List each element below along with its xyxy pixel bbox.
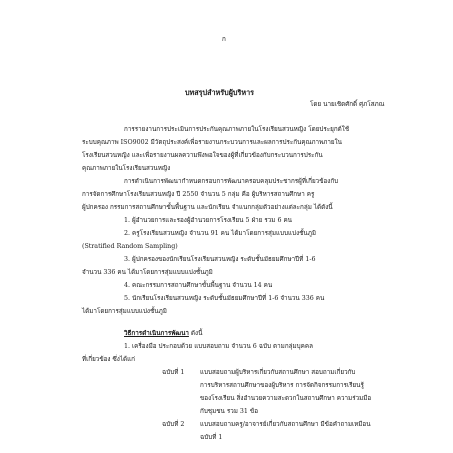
issue-1-label: ฉบับที่ 1 [162,369,185,376]
tools-line-2: ที่เกี่ยวข้อง ซึ่งได้แก่ [82,356,135,363]
intro-line-1: การรายงานการประเมินการประกันคุณภาพภายในโรงเรียนสวนหญิง โดยประยุกต์ใช้ [124,126,350,133]
method-heading: วิธีการดำเนินการพัฒนา [124,330,189,337]
issue-2-line-2: ฉบับที่ 1 [200,434,223,441]
tools-line-1: 1. เครื่องมือ ประกอบด้วย แบบสอบถาม จำนวน 6 ฉบับ ตามกลุ่มบุคคล [124,343,313,350]
intro-line-2: ระบบคุณภาพ ISO9002 มีวัตถุประสงค์เพื่อรายงานกระบวนการและผลการประกันคุณภาพภายใน [82,139,342,146]
sample-3-line-2: จำนวน 336 คน ได้มาโดยการสุ่มแบบแบ่งชั้นภูมิ [82,269,213,276]
issue-2-label: ฉบับที่ 2 [162,421,185,428]
sample-4: 4. คณะกรรมการสถานศึกษาขั้นพื้นฐาน จำนวน 14 คน [124,282,273,289]
issue-1-line-4: กับชุมชน รวม 31 ข้อ [200,408,258,415]
sample-intro-line-1: การดำเนินการพัฒนากำหนดกรอบการพัฒนาครอบคลุมประชากรผู้ที่เกี่ยวข้องกับ [124,178,339,185]
intro-line-4: คุณภาพภายในโรงเรียนสวนหญิง [82,165,171,172]
sample-2-note: (Stratified Random Sampling) [82,243,178,250]
issue-1-line-2: การบริหารสถานศึกษาของผู้บริหาร การจัดกิจกรรมการเรียนรู้ [200,382,364,389]
issue-1-line-3: ของโรงเรียน สิ่งอำนวยความสะดวกในสถานศึกษา ความร่วมมือ [200,395,372,402]
sample-5-line-2: ได้มาโดยการสุ่มแบบแบ่งชั้นภูมิ [82,308,167,315]
page-letter: ก [222,36,226,43]
sample-2: 2. ครูโรงเรียนสวนหญิง จำนวน 91 คน ได้มาโดยการสุ่มแบบแบ่งชั้นภูมิ [124,230,317,237]
document-title: บทสรุปสำหรับผู้บริหาร [185,88,254,97]
sample-intro-line-2: การจัดการศึกษาโรงเรียนสวนหญิง ปี 2550 จำนวน 5 กลุ่ม คือ ผู้บริหารสถานศึกษา ครู [82,191,315,198]
sample-1: 1. ผู้อำนวยการและรองผู้อำนวยการโรงเรียน 5 ฝ่าย รวม 6 คน [124,217,292,224]
sample-intro-line-3: ผู้ปกครอง กรรมการสถานศึกษาขั้นพื้นฐาน และนักเรียน จำแนกกลุ่มตัวอย่างแต่ละกลุ่ม ได้ดังนี้ [82,204,333,211]
sample-3-line-1: 3. ผู้ปกครองของนักเรียนโรงเรียนสวนหญิง ระดับชั้นมัธยมศึกษาปีที่ 1-6 [124,256,316,263]
author-line: โดย นายเชิดศักดิ์ ศุภโสภณ [310,101,385,108]
intro-line-3: โรงเรียนสวนหญิง และเพื่อรายงานผลความพึงพอใจของผู้ที่เกี่ยวข้องกับกระบวนการประกัน [82,152,323,159]
method-heading-tail: ดังนี้ [188,330,203,337]
issue-1-line-1: แบบสอบถามผู้บริหารเกี่ยวกับสถานศึกษา สอบถามเกี่ยวกับ [200,369,356,376]
sample-5-line-1: 5. นักเรียนโรงเรียนสวนหญิง ระดับชั้นมัธยมศึกษาปีที่ 1-6 จำนวน 336 คน [124,295,325,302]
issue-2-line-1: แบบสอบถามครู/อาจารย์เกี่ยวกับสถานศึกษา มีข้อคำถามเหมือน [200,421,371,428]
method-heading-row [124,330,202,338]
